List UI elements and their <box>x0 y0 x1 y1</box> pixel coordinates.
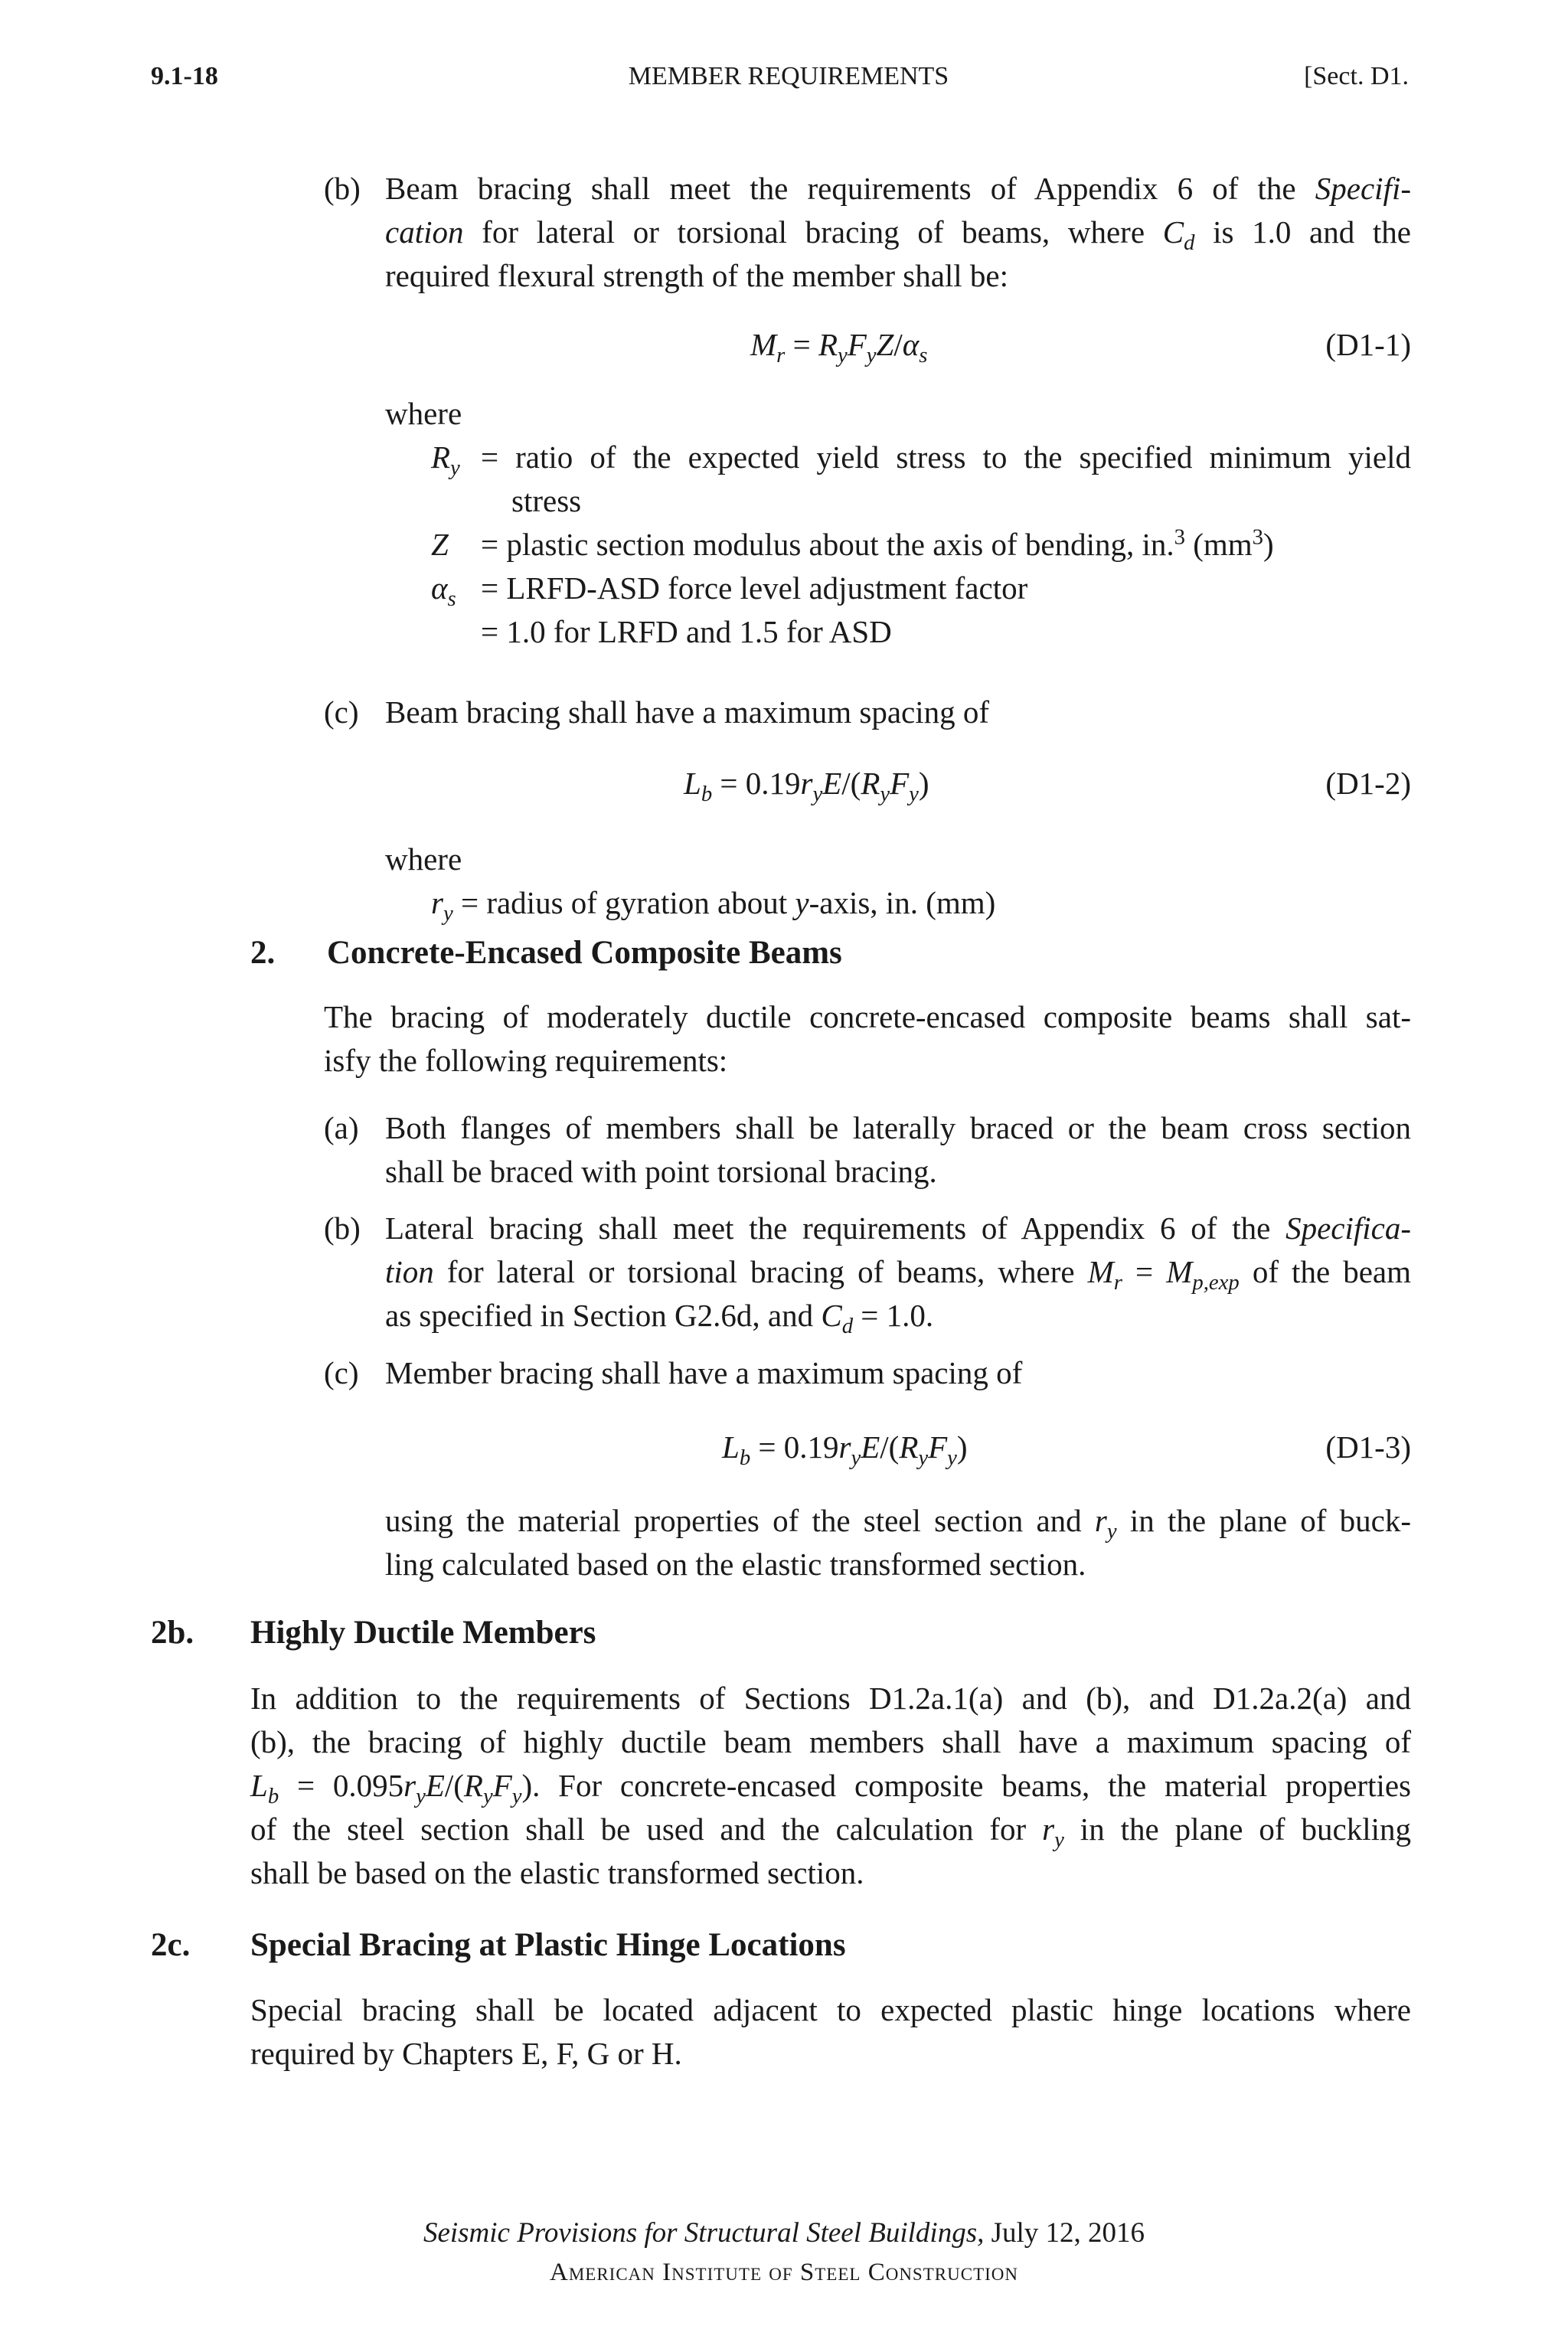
paragraph-line: $L_b = 0.095r_yE/(R_yF_y)$. For concrete-encased composite beams, the material properties <box>250 1768 1412 1809</box>
section-heading: Special Bracing at Plastic Hinge Locations <box>250 1927 846 1963</box>
equation-d1-1: $M_r = R_yF_yZ/\alpha_s$ <box>750 327 928 368</box>
paragraph-line: Beam bracing shall meet the requirements of Appendix 6 of the Specifi- <box>385 171 1411 206</box>
equation-number: (D1-2) <box>1325 766 1411 801</box>
footer-publisher: American Institute of Steel Construction <box>550 2259 1018 2286</box>
paragraph-line: cation for lateral or torsional bracing of beams, where $C_d$ is 1.0 and the <box>385 214 1412 256</box>
equation-number: (D1-1) <box>1325 327 1411 362</box>
definition-line: = 1.0 for LRFD and 1.5 for ASD <box>481 614 892 649</box>
paragraph-line: (b), the bracing of highly ductile beam members shall have a maximum spacing of <box>250 1724 1411 1759</box>
paragraph-line: shall be based on the elastic transformed section. <box>250 1855 864 1890</box>
symbol: Z <box>431 527 449 562</box>
paragraph-line: Member bracing shall have a maximum spacing of <box>385 1355 1023 1390</box>
equation-d1-2: $L_b = 0.19r_yE/(R_yF_y)$ <box>684 766 929 807</box>
symbol: $\alpha_s$ <box>431 570 456 612</box>
paragraph-line: of the steel section shall be used and the calculation for $r_y$ in the plane of buckling <box>250 1811 1411 1853</box>
item-label-b: (b) <box>324 1210 361 1246</box>
definition-line: = LRFD-ASD force level adjustment factor <box>481 570 1028 606</box>
symbol: $R_y$ <box>431 439 460 481</box>
paragraph-line: Special bracing shall be located adjacent to expected plastic hinge locations where <box>250 1992 1411 2027</box>
section-number: 2. <box>250 935 276 971</box>
paragraph-line: Lateral bracing shall meet the requirements of Appendix 6 of the Specifica- <box>385 1210 1411 1246</box>
paragraph-line: Beam bracing shall have a maximum spacing of <box>385 694 990 730</box>
paragraph-line: using the material properties of the steel section and $r_y$ in the plane of buck- <box>385 1503 1411 1544</box>
definition-line: = plastic section modulus about the axis of bending, in.$^3$ $(mm^3)$ <box>481 524 1274 562</box>
paragraph-line: as specified in Section G2.6d, and $C_d = 1.0$. <box>385 1298 934 1339</box>
paragraph-line: In addition to the requirements of Sections D1.2a.1(a) and (b), and D1.2a.2(a) and <box>250 1681 1411 1716</box>
paragraph-line: required by Chapters E, F, G or H. <box>250 2036 682 2071</box>
paragraph-line: ling calculated based on the elastic transformed section. <box>385 1547 1086 1582</box>
item-label-c: (c) <box>324 1355 359 1390</box>
paragraph-line: required flexural strength of the member shall be: <box>385 258 1009 293</box>
paragraph-line: The bracing of moderately ductile concrete-encased composite beams shall sat- <box>324 999 1411 1034</box>
paragraph-line: tion for lateral or torsional bracing of beams, where $M_r = M_{p,exp}$ of the beam <box>385 1254 1412 1295</box>
running-title: MEMBER REQUIREMENTS <box>628 62 949 90</box>
paragraph-line: isfy the following requirements: <box>324 1043 728 1078</box>
definition-line: = ratio of the expected yield stress to the specified minimum yield <box>481 439 1411 475</box>
equation-d1-3: $L_b = 0.19r_yE/(R_yF_y)$ <box>722 1429 968 1471</box>
item-label-b: (b) <box>324 171 361 206</box>
section-heading: Concrete-Encased Composite Beams <box>327 935 842 971</box>
item-label-a: (a) <box>324 1110 359 1145</box>
where-label: where <box>385 841 462 877</box>
section-reference: [Sect. D1. <box>1304 62 1409 90</box>
paragraph-line: shall be braced with point torsional bracing. <box>385 1154 937 1189</box>
page-number: 9.1-18 <box>151 62 218 90</box>
section-number: 2c. <box>151 1927 191 1963</box>
where-label: where <box>385 396 462 431</box>
definition-line: $r_y$ = radius of gyration about y-axis, in. (mm) <box>431 885 996 926</box>
definition-line: stress <box>511 483 582 518</box>
item-label-c: (c) <box>324 694 359 730</box>
footer-publication: Seismic Provisions for Structural Steel Buildings, July 12, 2016 <box>423 2217 1145 2249</box>
paragraph-line: Both flanges of members shall be laterally braced or the beam cross section <box>385 1110 1411 1145</box>
section-number: 2b. <box>151 1615 194 1651</box>
section-heading: Highly Ductile Members <box>250 1615 596 1651</box>
equation-number: (D1-3) <box>1325 1429 1411 1465</box>
